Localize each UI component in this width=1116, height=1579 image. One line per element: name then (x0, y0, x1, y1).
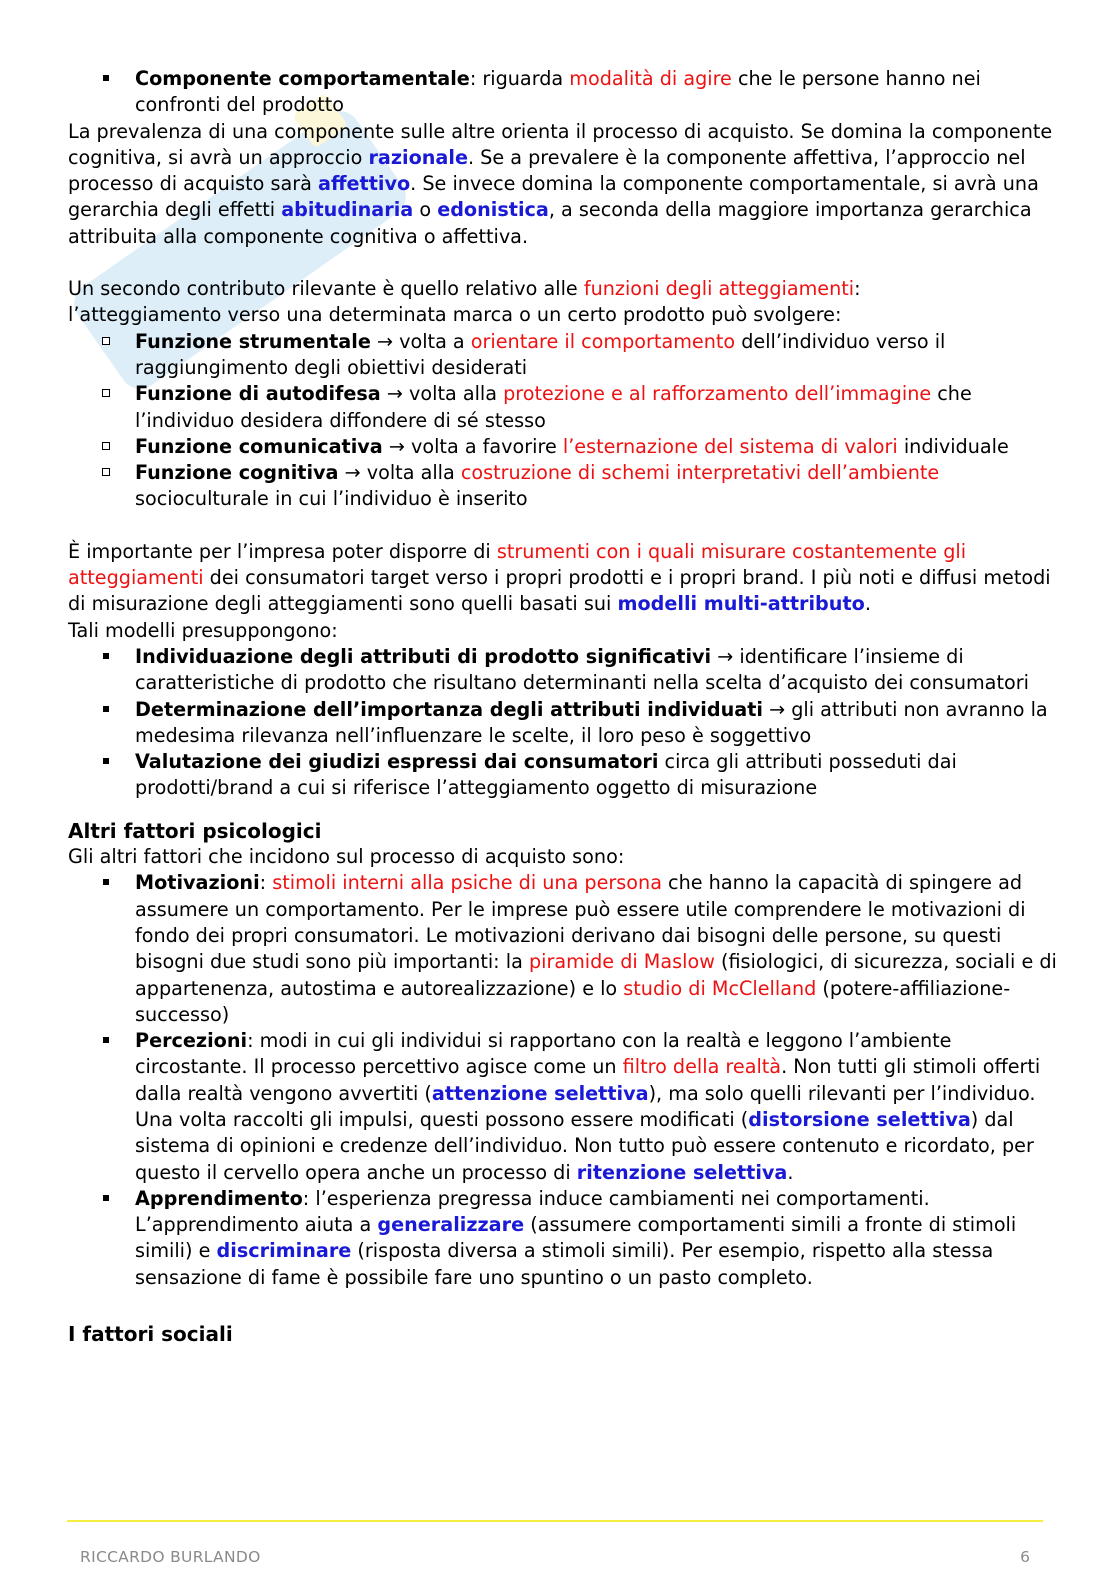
list-item: Motivazioni: stimoli interni alla psiche di una persona che hanno la capacità di spingere ad assumere un comportamento. Per le imprese può essere utile comprendere le motivazioni di fondo dei propri consumatori. Le motivazioni derivano dai bisogni delle persone, su questi bisogni due studi sono più importanti: la piramide di Maslow (fisiologici, di sicurezza, sociali e di appartenenza, autostima e autorealizzazione) e lo studio di McClelland (potere-affiliazione-successo) (68, 870, 1058, 1028)
paragraph-funzioni: Un secondo contributo rilevante è quello relativo alle funzioni degli atteggiamenti: l’atteggiamento verso una determinata marca o un certo prodotto può svolgere: (68, 277, 861, 327)
document-body (68, 66, 1058, 1347)
list-item: Valutazione dei giudizi espressi dai consumatori circa gli attributi posseduti dai prodotti/brand a cui si riferisce l’atteggiamento oggetto di misurazione (68, 749, 1058, 802)
list-item: Percezioni: modi in cui gli individui si rapportano con la realtà e leggono l’ambiente circostante. Il processo percettivo agisce come un filtro della realtà. Non tutti gli stimoli offerti dalla realtà vengono avvertiti (attenzione selettiva), ma solo quelli rilevanti per l’individuo. Una volta raccolti gli impulsi, questi possono essere modificati (distorsione selettiva) dal sistema di opinioni e credenze dell’individuo. Non tutto può essere contenuto e ricordato, per questo il cervello opera anche un processo di ritenzione selettiva. (68, 1028, 1058, 1186)
functions-list (68, 329, 1058, 513)
paragraph-misurazione: È importante per l’impresa poter disporre di strumenti con i quali misurare costantemente gli atteggiamenti dei consumatori target verso i propri prodotti e i propri brand. I più noti e diffusi metodi di misurazione degli atteggiamenti sono quelli basati sui modelli multi-attributo. Tali modelli presuppongono: (68, 539, 1051, 642)
footer-author: RICCARDO BURLANDO (80, 1548, 261, 1566)
list-item: Componente comportamentale: riguarda modalità di agire che le persone hanno nei confronti del prodotto (68, 66, 1058, 119)
components-list (68, 66, 1058, 119)
section-heading-psicologici: Altri fattori psicologici (68, 818, 322, 843)
psych-factors-list (68, 870, 1058, 1291)
multi-attribute-list (68, 644, 1058, 802)
section-heading-sociali: I fattori sociali (68, 1322, 233, 1347)
list-item: Funzione comunicativa → volta a favorire l’esternazione del sistema di valori individuale (68, 434, 1058, 460)
paragraph-prevalenza: La prevalenza di una componente sulle altre orienta il processo di acquisto. Se domina la componente cognitiva, si avrà un approccio razionale. Se a prevalere è la componente affettiva, l’approccio nel processo di acquisto sarà affettivo. Se invece domina la componente comportamentale, si avrà una gerarchia degli effetti abitudinaria o edonistica, a seconda della maggiore importanza gerarchica attribuita alla componente cognitiva o affettiva. (68, 119, 1053, 248)
page-number: 6 (1020, 1548, 1030, 1566)
section-intro: Gli altri fattori che incidono sul processo di acquisto sono: (68, 845, 625, 869)
list-item: Individuazione degli attributi di prodotto significativi → identificare l’insieme di caratteristiche di prodotto che risultano determinanti nella scelta d’acquisto dei consumatori (68, 644, 1058, 697)
list-item: Funzione di autodifesa → volta alla protezione e al rafforzamento dell’immagine che l’individuo desidera diffondere di sé stesso (68, 381, 1058, 434)
list-item: Funzione cognitiva → volta alla costruzione di schemi interpretativi dell’ambiente socioculturale in cui l’individuo è inserito (68, 460, 1058, 513)
list-item: Apprendimento: l’esperienza pregressa induce cambiamenti nei comportamenti. L’apprendimento aiuta a generalizzare (assumere comportamenti simili a fronte di stimoli simili) e discriminare (risposta diversa a stimoli simili). Per esempio, rispetto alla stessa sensazione di fame è possibile fare uno spuntino o un pasto completo. (68, 1186, 1058, 1291)
list-item: Funzione strumentale → volta a orientare il comportamento dell’individuo verso il raggiungimento degli obiettivi desiderati (68, 329, 1058, 382)
list-item: Determinazione dell’importanza degli attributi individuati → gli attributi non avranno la medesima rilevanza nell’influenzare le scelte, il loro peso è soggettivo (68, 697, 1058, 750)
footer-divider (67, 1520, 1043, 1522)
